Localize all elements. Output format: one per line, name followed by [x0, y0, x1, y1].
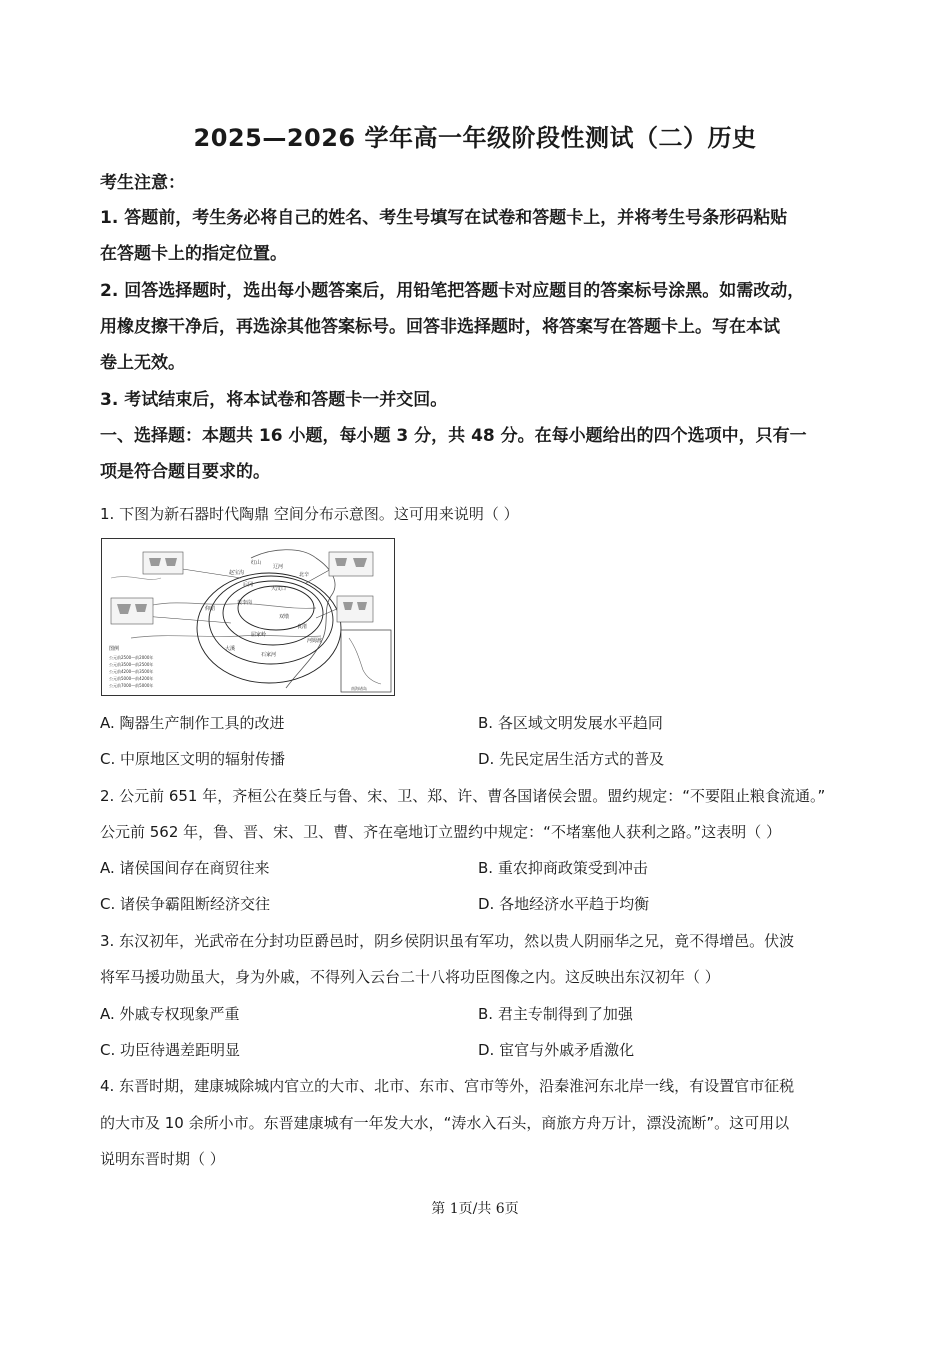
notice-item-1-line-1: 1. 答题前，考生务必将自己的姓名、考生号填写在试卷和答题卡上，并将考生号条形码粘贴: [100, 208, 788, 228]
question-3-option-c[interactable]: C. 功臣待遇差距明显: [100, 1041, 241, 1059]
notice-item-3: 3. 考试结束后，将本试卷和答题卡一并交回。: [100, 390, 448, 410]
map-legend-title: 图例: [109, 646, 120, 652]
page-title: 2025—2026 学年高一年级阶段性测试（二）历史: [193, 124, 757, 152]
question-2-option-b[interactable]: B. 重农抑商政策受到冲击: [478, 859, 648, 877]
map-place-label: 石家河: [261, 652, 277, 658]
page-footer: 第 1页/共 6页: [431, 1201, 519, 1217]
map-place-label: 良渚: [297, 624, 308, 630]
map-place-label: 后冈: [243, 582, 254, 588]
section-1-instruction-line-2: 项是符合题目要求的。: [100, 462, 270, 482]
notice-item-1-line-2: 在答题卡上的指定位置。: [100, 244, 287, 264]
question-3-option-a[interactable]: A. 外戚专权现象严重: [100, 1005, 240, 1023]
question-4-stem-line-1: 4. 东晋时期，建康城除城内官立的大市、北市、东市、宫市等外，沿秦淮河东北岸一线，有设置官市征税: [100, 1077, 795, 1095]
question-2-stem-line-1: 2. 公元前 651 年，齐桓公在葵丘与鲁、宋、卫、郑、许、曹各国诸侯会盟。盟约规定：“不要阻止粮食流通。”: [100, 787, 826, 805]
map-inset-label: 南海诸岛: [351, 686, 367, 691]
map-place-label: 大汶口: [271, 586, 287, 592]
map-place-label: 双墩: [279, 614, 290, 620]
question-2-stem-line-2: 公元前 562 年，鲁、晋、宋、卫、曹、齐在亳地订立盟约中规定：“不堵塞他人获利之路。”这表明（ ）: [100, 823, 781, 841]
map-place-label: 屈家岭: [251, 632, 267, 638]
map-legend-item: 公元前7000—前5000年: [109, 683, 154, 688]
question-4-stem-line-2: 的大市及 10 余所小市。东晋建康城有一年发大水，“涛水入石头，商旅方舟万计，漂没流断”。这可用以: [100, 1114, 790, 1132]
map-legend-item: 公元前3500—前2500年: [109, 662, 154, 667]
question-1-option-b[interactable]: B. 各区域文明发展水平趋同: [478, 714, 663, 732]
question-3-stem-line-1: 3. 东汉初年，光武帝在分封功臣爵邑时，阴乡侯阴识虽有军功，然以贵人阴丽华之兄，竟不得增邑。伏波: [100, 932, 795, 950]
question-1-option-d[interactable]: D. 先民定居生活方式的普及: [478, 750, 665, 768]
map-legend-item: 公元前4200—前3500年: [109, 669, 154, 674]
map-legend-item: 公元前5000—前4200年: [109, 676, 154, 681]
question-2-option-a[interactable]: A. 诸侯国间存在商贸往来: [100, 859, 270, 877]
question-3-option-b[interactable]: B. 君主专制得到了加强: [478, 1005, 633, 1023]
neolithic-ding-distribution-map: [101, 538, 395, 696]
question-4-stem-line-3: 说明东晋时期（ ）: [100, 1150, 225, 1168]
question-1-option-c[interactable]: C. 中原地区文明的辐射传播: [100, 750, 286, 768]
section-1-instruction-line-1: 一、选择题：本题共 16 小题，每小题 3 分，共 48 分。在每小题给出的四个选项中，只有一: [100, 426, 807, 446]
question-2-option-d[interactable]: D. 各地经济水平趋于均衡: [478, 895, 650, 913]
map-place-label: 辽河: [273, 564, 284, 570]
question-3-stem-line-2: 将军马援功勋虽大，身为外戚，不得列入云台二十八将功臣图像之内。这反映出东汉初年（ ）: [100, 968, 720, 986]
map-place-label: 河姆渡: [307, 638, 323, 644]
question-3-option-d[interactable]: D. 宦官与外戚矛盾激化: [478, 1041, 635, 1059]
map-legend-item: 公元前2500—前2000年: [109, 655, 154, 660]
question-1-option-a[interactable]: A. 陶器生产制作工具的改进: [100, 714, 285, 732]
map-place-label: 裴李岗: [237, 600, 253, 606]
map-place-label: 赵宝沟: [229, 570, 245, 576]
notice-item-2-line-1: 2. 回答选择题时，选出每小题答案后，用铅笔把答题卡对应题目的答案标号涂黑。如需改动，: [100, 281, 805, 301]
map-place-label: 红山: [251, 560, 262, 566]
map-place-label: 大溪: [225, 646, 236, 652]
question-2-option-c[interactable]: C. 诸侯争霸阻断经济交往: [100, 895, 271, 913]
question-1-stem: 1. 下图为新石器时代陶鼎 空间分布示意图。这可用来说明（ ）: [100, 505, 519, 523]
map-place-label: 北辛: [299, 572, 310, 578]
map-place-label: 仰韶: [205, 606, 216, 612]
notice-heading: 考生注意：: [100, 173, 185, 193]
notice-item-2-line-2: 用橡皮擦干净后，再选涂其他答案标号。回答非选择题时，将答案写在答题卡上。写在本试: [100, 317, 780, 337]
notice-item-2-line-3: 卷上无效。: [100, 353, 185, 373]
